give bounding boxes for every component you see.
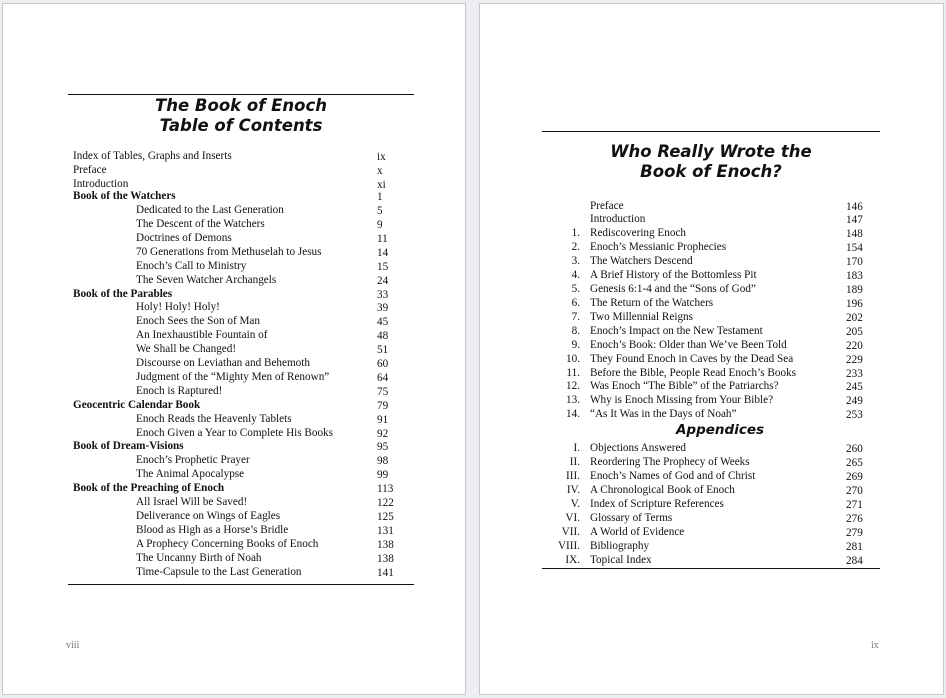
entry-title: Book of the Watchers [73,190,176,202]
entry-title: Preface [73,164,107,176]
entry-number: 8. [571,325,580,337]
entry-page: 269 [846,471,863,483]
entry-title: The Return of the Watchers [590,297,714,309]
toc-entry [480,379,945,393]
toc-entry [480,254,945,268]
entry-page: 284 [846,555,863,567]
toc-entry [3,509,467,523]
entry-title: Geocentric Calendar Book [73,399,201,411]
right-page [479,3,944,695]
title-line-2: Table of Contents [159,116,323,135]
entry-title: An Inexhaustible Fountain of [136,329,268,341]
entry-number: IX. [565,554,580,566]
toc-entry [480,407,945,421]
entry-page: 170 [846,256,863,268]
entry-page: 141 [377,567,394,579]
entry-page: 98 [377,455,389,467]
entry-title: Glossary of Terms [590,512,673,524]
appendices-heading: Appendices [675,422,765,438]
toc-entry [3,259,467,273]
entry-page: 265 [846,457,863,469]
entry-page: 5 [377,205,383,217]
entry-page: ix [377,151,386,163]
entry-number: 4. [571,269,580,281]
toc-entry [3,245,467,259]
entry-title: Judgment of the “Mighty Men of Renown” [136,371,330,383]
toc-entry [3,149,467,163]
entry-page: 229 [846,354,863,366]
page-title [68,96,414,136]
entry-page: 75 [377,386,389,398]
toc-entry [480,511,945,525]
toc-entry [480,455,945,469]
entry-title: Why is Enoch Missing from Your Bible? [590,394,774,406]
entry-page: 9 [377,219,383,231]
entry-page: 92 [377,428,389,440]
toc-entry [3,384,467,398]
entry-page: 202 [846,312,863,324]
entry-page: 220 [846,340,863,352]
entry-page: 245 [846,381,863,393]
toc-entry [480,525,945,539]
entry-title: Enoch is Raptured! [136,385,223,397]
toc-entry [480,212,945,226]
entry-title: Introduction [590,213,646,225]
entry-page: 99 [377,469,389,481]
top-rule [542,131,880,132]
left-page [2,3,466,695]
entry-title: Enoch’s Messianic Prophecies [590,241,727,253]
entry-title: Preface [590,200,624,212]
toc-entry [3,273,467,287]
entry-title: Book of Dream-Visions [73,440,184,452]
entry-number: III. [566,470,580,482]
title-line-2: Book of Enoch? [640,162,782,181]
entry-number: V. [570,498,580,510]
entry-title: A Chronological Book of Enoch [590,484,735,496]
toc-section [3,189,467,203]
entry-title: A Brief History of the Bottomless Pit [590,269,757,281]
entry-page: 154 [846,242,863,254]
entry-title: A World of Evidence [590,526,685,538]
toc-entry [3,203,467,217]
entry-page: 146 [846,201,863,213]
entry-page: 95 [377,441,389,453]
entry-title: Two Millennial Reigns [590,311,694,323]
entry-title: Objections Answered [590,442,687,454]
entry-page: 131 [377,525,394,537]
entry-page: xi [377,179,386,191]
entry-page: 138 [377,539,394,551]
entry-page: 281 [846,541,863,553]
entry-page: 48 [377,330,389,342]
toc-entry [480,352,945,366]
toc-entry [3,342,467,356]
toc-entry [3,453,467,467]
entry-page: 138 [377,553,394,565]
entry-title: The Animal Apocalypse [136,468,245,480]
entry-number: 5. [571,283,580,295]
entry-page: 253 [846,409,863,421]
page-number: ix [871,640,879,651]
toc-entry [3,495,467,509]
entry-page: 91 [377,414,389,426]
entry-title: Was Enoch “The Bible” of the Patriarchs? [590,380,779,392]
entry-page: 122 [377,497,394,509]
toc-entry [480,199,945,213]
entry-number: 12. [566,380,580,392]
toc-entry [3,523,467,537]
entry-page: 148 [846,228,863,240]
entry-number: 7. [571,311,580,323]
entry-page: 64 [377,372,389,384]
entry-title: The Seven Watcher Archangels [136,274,277,286]
entry-title: Enoch Sees the Son of Man [136,315,260,327]
toc-entry [3,467,467,481]
entry-page: 205 [846,326,863,338]
entry-number: 6. [571,297,580,309]
toc-entry [3,565,467,579]
entry-title: Discourse on Leviathan and Behemoth [136,357,310,369]
toc-entry [3,231,467,245]
toc-entry [480,469,945,483]
toc-entry [480,296,945,310]
toc-section [3,481,467,495]
entry-page: 33 [377,289,389,301]
toc-entry [480,497,945,511]
toc-entry [3,217,467,231]
toc-entry [3,551,467,565]
entry-title: Before the Bible, People Read Enoch’s Books [590,367,796,379]
entry-number: 13. [566,394,580,406]
entry-title: Bibliography [590,540,650,552]
entry-title: Enoch’s Book: Older than We’ve Been Told [590,339,787,351]
toc-entry [480,240,945,254]
entry-number: 14. [566,408,580,420]
toc-entry [480,539,945,553]
entry-title: Index of Tables, Graphs and Inserts [73,150,232,162]
toc-entry [3,314,467,328]
entry-page: 1 [377,191,383,203]
entry-page: 15 [377,261,389,273]
page-number: viii [66,640,80,651]
toc-entry [480,553,945,567]
entry-title: Enoch Given a Year to Complete His Books [136,427,334,439]
entry-title: Book of the Preaching of Enoch [73,482,225,494]
toc-entry [480,366,945,380]
top-rule [68,94,414,95]
entry-page: 24 [377,275,389,287]
toc-entry [3,412,467,426]
entry-page: x [377,165,383,177]
entry-title: Blood as High as a Horse’s Bridle [136,524,289,536]
entry-page: 39 [377,302,389,314]
entry-title: Topical Index [590,554,652,566]
entry-title: Genesis 6:1-4 and the “Sons of God” [590,283,756,295]
page-title [542,142,880,182]
entry-page: 183 [846,270,863,282]
toc-entry [480,324,945,338]
entry-page: 51 [377,344,389,356]
entry-page: 249 [846,395,863,407]
entry-title: Enoch’s Call to Ministry [136,260,247,272]
entry-number: 10. [566,353,580,365]
entry-title: Rediscovering Enoch [590,227,687,239]
title-line-1: The Book of Enoch [154,96,328,115]
toc-entry [3,370,467,384]
entry-title: Enoch’s Prophetic Prayer [136,454,250,466]
entry-number: 1. [571,227,580,239]
entry-title: Introduction [73,178,129,190]
toc-entry [480,268,945,282]
toc-section [3,287,467,301]
toc-section [3,398,467,412]
toc-entry [480,441,945,455]
toc-entry [480,310,945,324]
entry-page: 11 [377,233,388,245]
bottom-rule [542,568,880,569]
entry-title: Enoch’s Impact on the New Testament [590,325,763,337]
toc-entry [480,483,945,497]
toc-entry [3,163,467,177]
entry-number: VIII. [557,540,580,552]
entry-title: Enoch Reads the Heavenly Tablets [136,413,292,425]
entry-number: 11. [566,367,580,379]
entry-title: All Israel Will be Saved! [136,496,248,508]
entry-page: 147 [846,214,863,226]
entry-page: 189 [846,284,863,296]
entry-title: Time-Capsule to the Last Generation [136,566,302,578]
entry-number: IV. [566,484,580,496]
toc-entry [480,282,945,296]
toc-section [3,439,467,453]
entry-page: 260 [846,443,863,455]
entry-page: 79 [377,400,389,412]
entry-page: 276 [846,513,863,525]
entry-title: Reordering The Prophecy of Weeks [590,456,750,468]
toc-entry [3,328,467,342]
entry-title: “As It Was in the Days of Noah” [590,408,737,420]
toc-entry [3,356,467,370]
entry-page: 113 [377,483,394,495]
entry-title: The Watchers Descend [590,255,693,267]
entry-title: Dedicated to the Last Generation [136,204,284,216]
entry-number: VII. [561,526,580,538]
entry-title: They Found Enoch in Caves by the Dead Sea [590,353,794,365]
entry-page: 196 [846,298,863,310]
entry-number: VI. [565,512,580,524]
entry-page: 271 [846,499,863,511]
entry-page: 279 [846,527,863,539]
entry-title: Doctrines of Demons [136,232,232,244]
entry-page: 60 [377,358,389,370]
toc-entry [3,426,467,440]
toc-entry [3,537,467,551]
toc-entry [480,393,945,407]
bottom-rule [68,584,414,585]
entry-title: Index of Scripture References [590,498,724,510]
entry-title: Holy! Holy! Holy! [136,301,220,313]
entry-page: 45 [377,316,389,328]
entry-title: Deliverance on Wings of Eagles [136,510,281,522]
entry-page: 125 [377,511,394,523]
entry-title: Book of the Parables [73,288,173,300]
entry-page: 14 [377,247,389,259]
entry-number: 9. [571,339,580,351]
entry-title: Enoch’s Names of God and of Christ [590,470,756,482]
entry-page: 233 [846,368,863,380]
entry-title: A Prophecy Concerning Books of Enoch [136,538,319,550]
toc-entry [480,338,945,352]
entry-number: II. [569,456,580,468]
toc-entry [480,226,945,240]
entry-number: 2. [571,241,580,253]
title-line-1: Who Really Wrote the [610,142,812,161]
entry-number: I. [573,442,580,454]
entry-title: The Uncanny Birth of Noah [136,552,262,564]
entry-number: 3. [571,255,580,267]
entry-title: We Shall be Changed! [136,343,237,355]
entry-page: 270 [846,485,863,497]
entry-title: The Descent of the Watchers [136,218,265,230]
toc-entry [3,300,467,314]
entry-title: 70 Generations from Methuselah to Jesus [136,246,322,258]
